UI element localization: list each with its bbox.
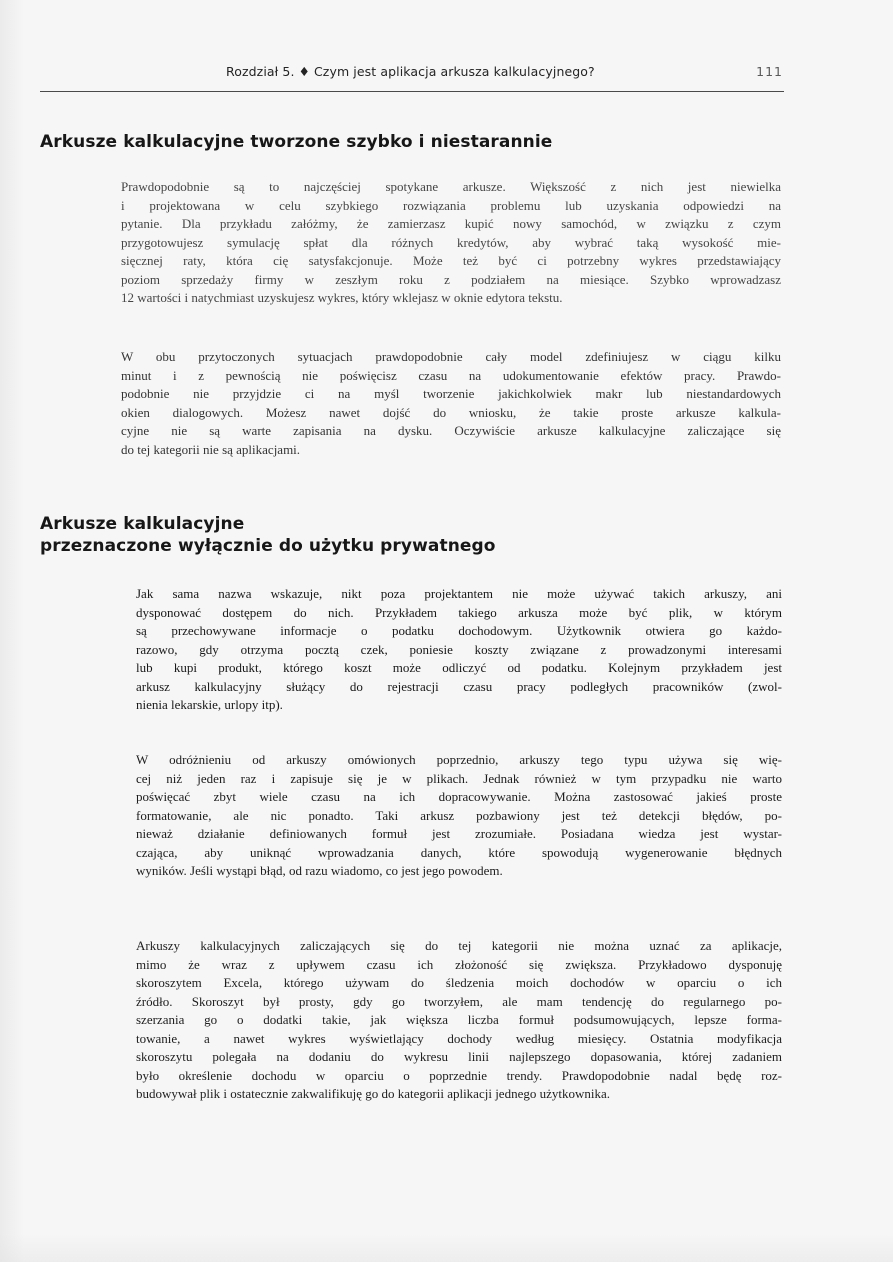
- text-line: poziom sprzedaży firmy w zeszłym roku z podziałem na miesiące. Szybko wprowadzasz: [121, 271, 781, 287]
- text-line: nienia lekarskie, urlopy itp).: [136, 697, 283, 712]
- text-line: skoroszytu polegała na dodaniu do wykresu linii najlepszego dopasowania, której zadaniem: [136, 1049, 782, 1064]
- paragraph-quick-spreadsheets-intro: [121, 178, 781, 308]
- text-line: nieważ działanie definiowanych formuł jest zrozumiałe. Posiadana wiedza jest wystar-: [136, 826, 782, 841]
- text-line: minut i z pewnością nie poświęcisz czasu na udokumentowanie efektów pracy. Prawdo-: [121, 367, 781, 383]
- paragraph-private-spreadsheets-example: [136, 937, 782, 1104]
- text-line: towanie, a nawet wykres wyświetlający dochody według miesięcy. Ostatnia modyfikacja: [136, 1030, 782, 1046]
- section-heading-private-spreadsheets: [40, 513, 496, 557]
- text-line: Jak sama nazwa wskazuje, nikt poza projektantem nie może używać takich arkuszy, ani: [136, 586, 782, 601]
- text-line: lub kupi produkt, którego koszt może odliczyć od podatku. Kolejnym przykładem jest: [136, 660, 782, 675]
- heading-line: Arkusze kalkulacyjne tworzone szybko i niestarannie: [40, 132, 553, 152]
- running-header-title: Rozdział 5. ♦ Czym jest aplikacja arkusza kalkulacyjnego?: [226, 64, 595, 79]
- text-line: budowywał plik i ostatecznie zakwalifikuję go do kategorii aplikacji jednego użytkownika.: [136, 1086, 610, 1101]
- text-line: było określenie dochodu w oparciu o poprzednie trendy. Prawdopodobnie nadal będę roz-: [136, 1067, 782, 1083]
- text-line: Prawdopodobnie są to najczęściej spotykane arkusze. Większość z nich jest niewielka: [121, 179, 781, 194]
- text-line: źródło. Skoroszyt był prosty, gdy go tworzyłem, ale mam tendencję do regularnego po-: [136, 993, 782, 1009]
- text-line: Arkuszy kalkulacyjnych zaliczających się do tej kategorii nie można uznać za aplikacje,: [136, 938, 782, 953]
- text-line: cej niż jeden raz i zapisuje się je w plikach. Jednak również w tym przypadku nie warto: [136, 770, 782, 786]
- text-line: są przechowywane informacje o podatku dochodowym. Użytkownik otwiera go każdo-: [136, 623, 782, 638]
- text-line: do tej kategorii nie są aplikacjami.: [121, 441, 301, 457]
- text-line: czająca, aby uniknąć wprowadzania danych, które spowodują wygenerowanie błędnych: [136, 844, 782, 860]
- text-line: W odróżnieniu od arkuszy omówionych poprzednio, arkuszy tego typu używa się wię-: [136, 752, 782, 767]
- running-header: [226, 64, 783, 84]
- text-line: 12 wartości i natychmiast uzyskujesz wykres, który wklejasz w oknie edytora tekstu.: [121, 290, 563, 305]
- text-line: okien dialogowych. Możesz nawet dojść do wniosku, że takie proste arkusze kalkula-: [121, 404, 781, 420]
- text-line: przygotowujesz symulację spłat dla różnych kredytów, aby wybrać taką wysokość mie-: [121, 234, 781, 250]
- text-line: arkusz kalkulacyjny służący do rejestracji czasu pracy podległych pracowników (zwol-: [136, 678, 782, 694]
- text-line: szerzania go o dodatki takie, jak większa liczba formuł podsumowujących, lepsze forma-: [136, 1012, 782, 1027]
- text-line: sięcznej raty, która cię satysfakcjonuje. Może też być ci potrzebny wykres przedstawiający: [121, 253, 781, 268]
- text-line: cyjne nie są warte zapisania na dysku. Oczywiście arkusze kalkulacyjne zaliczające się: [121, 423, 781, 438]
- text-line: mimo że wraz z upływem czasu ich złożoność się zwiększa. Przykładowo dysponuję: [136, 956, 782, 972]
- heading-line: Arkusze kalkulacyjne: [40, 514, 245, 534]
- text-line: i projektowana w celu szybkiego rozwiązania problemu lub uzyskania odpowiedzi na: [121, 197, 781, 213]
- text-line: formatowanie, ale nic ponadto. Taki arkusz pozbawiony jest też detekcji błędów, po-: [136, 807, 782, 823]
- text-line: skoroszytem Excela, którego używam do śledzenia moich dochodów w oparciu o ich: [136, 975, 782, 990]
- paragraph-private-spreadsheets-usage: [136, 751, 782, 881]
- paragraph-quick-spreadsheets-summary: [121, 348, 781, 459]
- text-line: pytanie. Dla przykładu załóżmy, że zamierzasz kupić nowy samochód, w związku z czym: [121, 216, 781, 231]
- page-number: 111: [756, 64, 783, 79]
- paragraph-private-spreadsheets-intro: [136, 585, 782, 715]
- text-line: razowo, gdy otrzyma pocztą czek, poniesie koszty związane z prowadzonymi interesami: [136, 641, 782, 657]
- text-line: dysponować dostępem do nich. Przykładem takiego arkusza może być plik, w którym: [136, 604, 782, 620]
- text-line: wyników. Jeśli wystąpi błąd, od razu wiadomo, co jest jego powodem.: [136, 863, 503, 878]
- section-heading-quick-spreadsheets: [40, 131, 552, 153]
- header-rule: [40, 91, 784, 92]
- text-line: podobnie nie przyjdzie ci na myśl tworzenie jakichkolwiek makr lub niestandardowych: [121, 386, 781, 401]
- text-line: W obu przytoczonych sytuacjach prawdopodobnie cały model zdefiniujesz w ciągu kilku: [121, 349, 781, 364]
- text-line: poświęcać zbyt wiele czasu na ich dopracowywanie. Można zastosować jakieś proste: [136, 789, 782, 804]
- heading-line: przeznaczone wyłącznie do użytku prywatnego: [40, 536, 496, 556]
